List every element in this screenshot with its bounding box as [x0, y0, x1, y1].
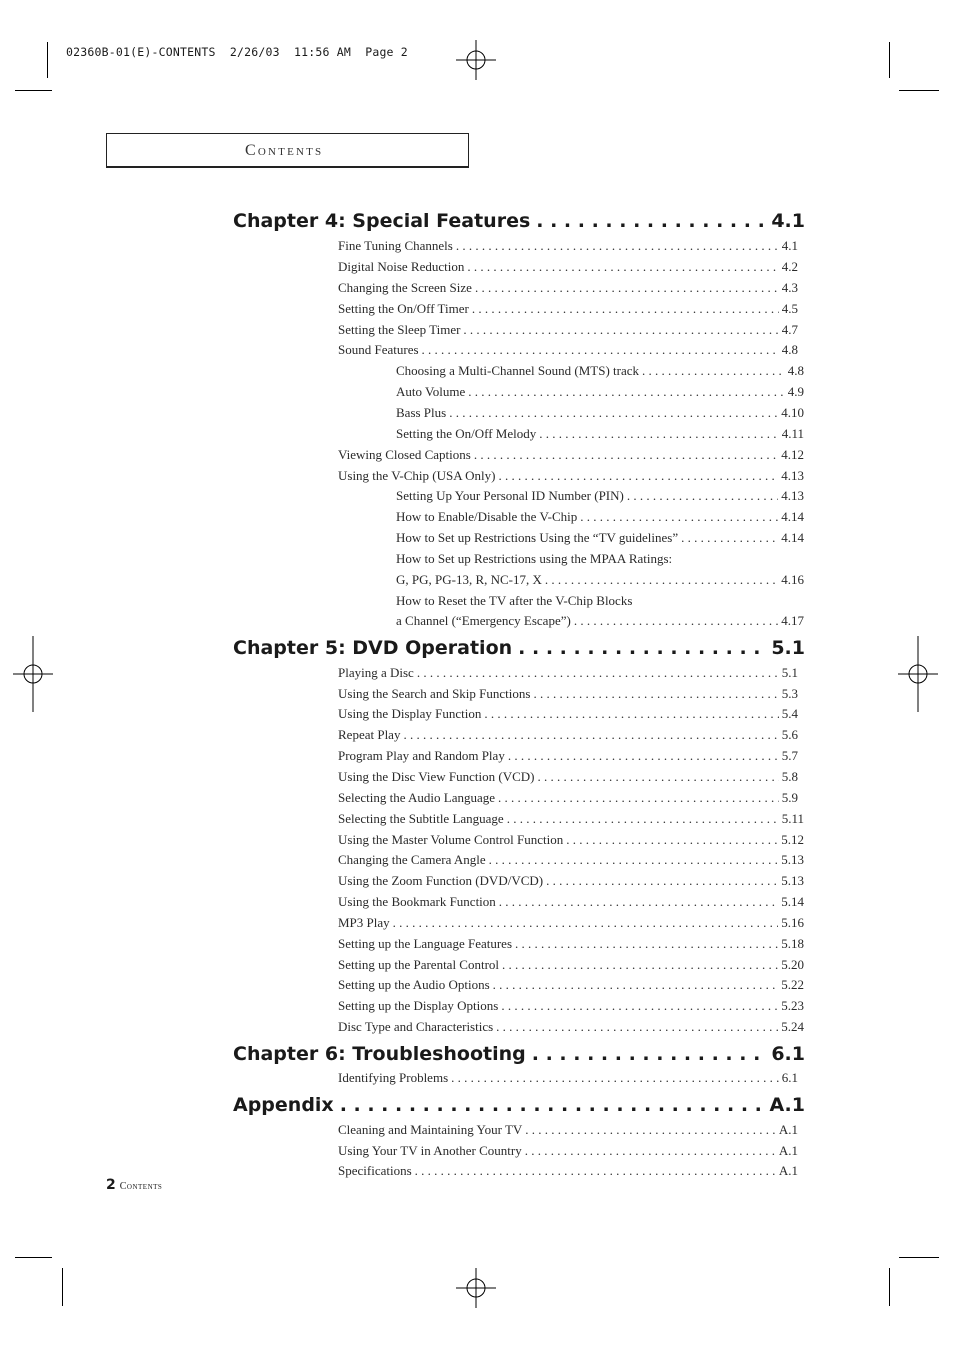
toc-entry-text: Using the Disc View Function (VCD) [338, 769, 535, 784]
toc-entry-text: Changing the Camera Angle [338, 852, 486, 867]
toc-entry-text: Cleaning and Maintaining Your TV [338, 1122, 523, 1137]
chapter-page: A.1 [764, 1094, 806, 1116]
toc-entry[interactable] [338, 977, 804, 995]
toc-entry[interactable] [338, 322, 798, 340]
toc-entry-page: 4.8 [787, 363, 804, 378]
toc-entry[interactable] [338, 832, 804, 850]
toc-entry[interactable] [338, 998, 804, 1016]
toc-subentry[interactable] [396, 405, 804, 423]
toc-entry-page: 5.13 [781, 852, 804, 867]
toc-entry-text: How to Set up Restrictions Using the “TV guidelines” [396, 530, 679, 545]
toc-entry[interactable] [338, 936, 804, 954]
crop-mark [889, 42, 890, 78]
toc-entry[interactable] [338, 852, 804, 870]
chapter-heading[interactable] [233, 1043, 805, 1069]
toc-entry-page: A.1 [778, 1122, 798, 1137]
toc-entry-text: Choosing a Multi-Channel Sound (MTS) track [396, 363, 640, 378]
crop-mark [15, 90, 52, 91]
toc-entry-text: How to Set up Restrictions using the MPAA Ratings: [396, 551, 673, 566]
toc-subentry[interactable] [396, 572, 804, 590]
toc-entry-text: Setting up the Parental Control [338, 957, 500, 972]
toc-entry-text: Disc Type and Characteristics [338, 1019, 494, 1034]
toc-subentry[interactable] [396, 426, 804, 444]
toc-entry-page: 5.12 [781, 832, 804, 847]
toc-entry-page: 5.22 [781, 977, 804, 992]
toc-entry-page: 5.24 [781, 1019, 804, 1034]
toc-entry[interactable] [338, 748, 798, 766]
toc-entry-text: Changing the Screen Size [338, 280, 472, 295]
toc-entry-text: How to Enable/Disable the V-Chip [396, 509, 578, 524]
toc-entry-page: 5.18 [781, 936, 804, 951]
toc-entry-text: Program Play and Random Play [338, 748, 505, 763]
toc-entry-page: 5.23 [781, 998, 804, 1013]
toc-entry[interactable] [338, 342, 798, 360]
toc-entry-page: 5.1 [781, 665, 798, 680]
chapter-page: 5.1 [765, 637, 805, 659]
toc-subentry[interactable] [396, 551, 804, 569]
chapter-heading[interactable] [233, 210, 805, 236]
toc-entry[interactable] [338, 811, 804, 829]
toc-entry[interactable] [338, 915, 804, 933]
crop-mark [15, 1257, 52, 1258]
toc-entry-text: Repeat Play [338, 727, 401, 742]
chapter-title: Chapter 6: Troubleshooting [233, 1043, 526, 1065]
toc-entry-page: 4.5 [781, 301, 798, 316]
crop-mark [62, 1268, 63, 1306]
toc-subentry[interactable] [396, 593, 804, 611]
toc-entry[interactable] [338, 686, 798, 704]
toc-subentry[interactable] [396, 613, 804, 631]
toc-entry-text: MP3 Play [338, 915, 390, 930]
toc-entry-page: 5.20 [781, 957, 804, 972]
toc-entry-page: 4.14 [781, 530, 804, 545]
toc-subentry[interactable] [396, 363, 804, 381]
chapter-page: 4.1 [765, 210, 805, 232]
registration-mark-icon [898, 636, 938, 712]
toc-entry-text: a Channel (“Emergency Escape”) [396, 613, 571, 628]
toc-entry-page: 4.13 [781, 468, 804, 483]
toc-entry[interactable] [338, 280, 798, 298]
toc-entry[interactable] [338, 957, 804, 975]
toc-entry-text: Using Your TV in Another Country [338, 1143, 522, 1158]
crop-mark [47, 42, 48, 78]
toc-entry-text: Using the V-Chip (USA Only) [338, 468, 496, 483]
chapter-title: Appendix [233, 1094, 334, 1116]
toc-entry-page: 5.8 [781, 769, 798, 784]
toc-entry-page: A.1 [778, 1143, 798, 1158]
toc-entry-page: 4.12 [781, 447, 804, 462]
toc-entry[interactable] [338, 1019, 804, 1037]
page-number: 2 [106, 1177, 116, 1193]
toc-entry-page: 5.9 [781, 790, 798, 805]
toc-entry-text: Setting up the Display Options [338, 998, 499, 1013]
toc-entry[interactable] [338, 769, 798, 787]
toc-entry-page: 5.11 [781, 811, 804, 826]
crop-mark [889, 1268, 890, 1306]
toc-entry[interactable] [338, 1163, 798, 1181]
toc-entry[interactable] [338, 1122, 798, 1140]
toc-entry-page: 5.13 [781, 873, 804, 888]
toc-entry-page: 4.10 [781, 405, 804, 420]
section-header-title: Contents [245, 142, 324, 159]
toc-entry-text: How to Reset the TV after the V-Chip Blocks [396, 593, 633, 608]
toc-entry[interactable] [338, 873, 804, 891]
toc-entry-text: Sound Features [338, 342, 419, 357]
toc-entry-text: Selecting the Subtitle Language [338, 811, 504, 826]
toc-entry[interactable] [338, 447, 804, 465]
toc-entry-page: 4.9 [787, 384, 804, 399]
toc-entry[interactable] [338, 665, 798, 683]
toc-entry-page: 4.7 [781, 322, 798, 337]
registration-mark-icon [13, 636, 53, 712]
toc-entry-page: 4.8 [781, 342, 798, 357]
toc-entry-text: Setting up the Language Features [338, 936, 513, 951]
toc-entry-text: Setting the On/Off Melody [396, 426, 537, 441]
toc-entry-page: 4.3 [781, 280, 798, 295]
toc-entry-page: 4.13 [781, 488, 804, 503]
toc-entry-text: Using the Zoom Function (DVD/VCD) [338, 873, 544, 888]
toc-entry-text: Setting Up Your Personal ID Number (PIN) [396, 488, 624, 503]
crop-mark [899, 90, 939, 91]
chapter-title: Chapter 4: Special Features [233, 210, 531, 232]
toc-subentry[interactable] [396, 530, 804, 548]
toc-entry-page: 5.16 [781, 915, 804, 930]
chapter-heading[interactable] [233, 1094, 805, 1120]
toc-entry-text: Viewing Closed Captions [338, 447, 471, 462]
footer-label: Contents [119, 1181, 163, 1192]
registration-mark-icon [456, 1268, 496, 1308]
toc-entry-text: Playing a Disc [338, 665, 414, 680]
toc-entry-text: Setting the On/Off Timer [338, 301, 469, 316]
section-header-box [106, 133, 469, 168]
chapter-heading[interactable] [233, 637, 805, 663]
toc-entry-text: Specifications [338, 1163, 412, 1178]
crop-mark [899, 1257, 939, 1258]
toc-entry-page: 4.2 [781, 259, 798, 274]
toc-entry-page: 5.7 [781, 748, 798, 763]
toc-entry-page: 4.17 [781, 613, 804, 628]
toc-entry-page: 5.4 [781, 706, 798, 721]
toc-entry-text: Fine Tuning Channels [338, 238, 453, 253]
toc-entry-page: A.1 [778, 1163, 798, 1178]
toc-entry-page: 4.14 [781, 509, 804, 524]
toc-entry-text: Using the Bookmark Function [338, 894, 496, 909]
toc-entry[interactable] [338, 1143, 798, 1161]
toc-entry[interactable] [338, 301, 798, 319]
toc-subentry[interactable] [396, 384, 804, 402]
toc-entry-text: G, PG, PG-13, R, NC-17, X [396, 572, 542, 587]
toc-entry-text: Setting up the Audio Options [338, 977, 490, 992]
toc-entry-page: 4.11 [781, 426, 804, 441]
toc-subentry[interactable] [396, 488, 804, 506]
toc-entry[interactable] [338, 1070, 798, 1088]
toc-entry-page: 5.14 [781, 894, 804, 909]
chapter-page: 6.1 [765, 1043, 805, 1065]
toc-entry[interactable] [338, 727, 798, 745]
toc-entry-page: 5.3 [781, 686, 798, 701]
toc-entry[interactable] [338, 894, 804, 912]
toc-entry-text: Using the Display Function [338, 706, 482, 721]
toc-entry-page: 5.6 [781, 727, 798, 742]
toc-entry-page: 6.1 [781, 1070, 798, 1085]
toc-entry-text: Setting the Sleep Timer [338, 322, 461, 337]
toc-entry-text: Selecting the Audio Language [338, 790, 496, 805]
toc-entry[interactable] [338, 706, 798, 724]
toc-entry[interactable] [338, 238, 798, 256]
page-footer [106, 1177, 162, 1193]
toc-entry-page: 4.16 [781, 572, 804, 587]
toc-entry[interactable] [338, 468, 804, 486]
toc-entry-text: Using the Search and Skip Functions [338, 686, 531, 701]
toc-entry-text: Digital Noise Reduction [338, 259, 465, 274]
toc-entry-page: 4.1 [781, 238, 798, 253]
chapter-title: Chapter 5: DVD Operation [233, 637, 513, 659]
toc-entry-text: Identifying Problems [338, 1070, 449, 1085]
toc-entry-text: Bass Plus [396, 405, 447, 420]
toc-entry[interactable] [338, 790, 798, 808]
toc-entry[interactable] [338, 259, 798, 277]
toc-subentry[interactable] [396, 509, 804, 527]
toc-entry-text: Auto Volume [396, 384, 466, 399]
print-slug: 02360B-01(E)-CONTENTS 2/26/03 11:56 AM Page 2 [66, 45, 408, 59]
registration-mark-icon [456, 40, 496, 80]
toc-entry-text: Using the Master Volume Control Function [338, 832, 564, 847]
